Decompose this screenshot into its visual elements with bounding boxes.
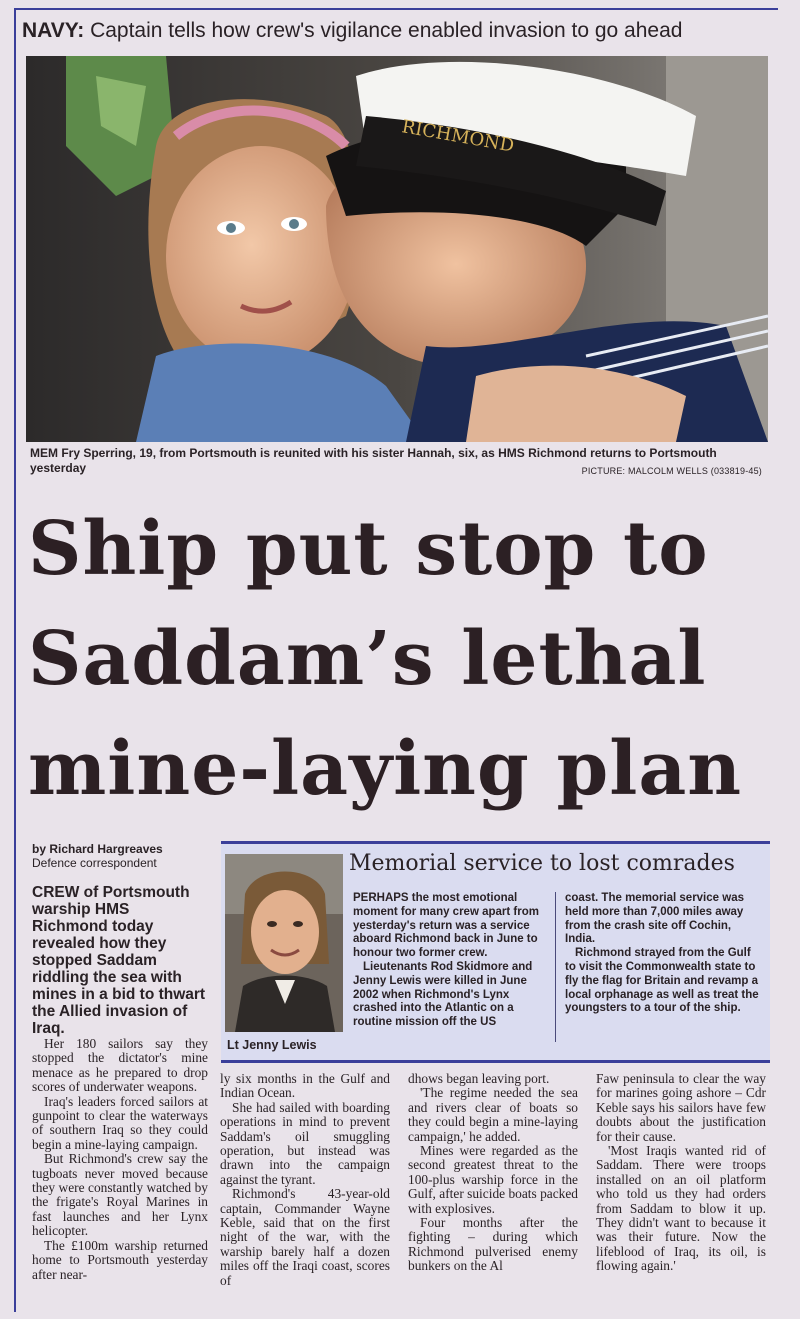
article-paragraph: Faw peninsula to clear the way for marines going ashore – Cdr Keble says his sailors have few doubts about the justification for their cause. [596,1071,766,1144]
article-column-3 [408,1072,578,1274]
headline-line-3: mine-laying plan [28,726,743,812]
photo-caption-text: MEM Fry Sperring, 19, from Portsmouth is reunited with his sister Hannah, six, as HMS Richmond returns to Portsmouth yesterday [30,446,717,475]
article-paragraph: Four months after the fighting – during which Richmond pulverised enemy bunkers on the Al [408,1215,578,1274]
article-paragraph: But Richmond's crew say the tugboats never moved because they were constantly watched by the frigate's Royal Marines in fast launches and her Lynx helicopter. [32,1151,208,1239]
article-paragraph: Richmond's 43-year-old captain, Commander Wayne Keble, said that on the first night of the war, with the warship barely half a dozen miles off the Iraqi coast, scores of [220,1186,390,1288]
article-paragraph: ly six months in the Gulf and Indian Ocean. [220,1071,390,1101]
sidebar-box [221,841,770,1063]
section-tagline: Captain tells how crew's vigilance enabled invasion to go ahead [90,19,683,42]
main-photo [26,56,768,442]
sidebar-paragraph: Lieutenants Rod Skidmore and Jenny Lewis were killed in June 2002 when Richmond's Lynx crashed into the Atlantic on a routine mission off the US [353,960,533,1029]
article-paragraph: Her 180 sailors say they stopped the dictator's mine menace as he prepared to drop scores of underwater weapons. [32,1036,208,1095]
sidebar-paragraph: PERHAPS the most emotional moment for many crew apart from yesterday's return was a service aboard Richmond back in June to honour two former crew. [353,892,539,960]
portrait-photo [225,854,343,1032]
portrait-caption: Lt Jenny Lewis [227,1038,317,1052]
portrait-illustration [225,854,343,1032]
article-column-4 [596,1072,766,1274]
article-paragraph: 'Most Iraqis wanted rid of Saddam. There were troops installed on an oil platform who told us they had orders from Saddam to blow it up. They didn't want to because it was their future. Now the lifeblood of Iraq, its oil, is flowing again.' [596,1143,766,1274]
article-column-2 [220,1072,390,1288]
sidebar-paragraph: Richmond strayed from the Gulf to visit the Commonwealth state to fly the flag for Britain and revamp a local orphanage as well as treat the youngsters to a tour of the ship. [565,947,759,1015]
headline-line-2: Saddam’s lethal [28,616,707,702]
headline-line-1: Ship put stop to [28,506,709,592]
article-paragraph: Iraq's leaders forced sailors at gunpoint to clear the waterways of southern Iraq so they could begin a mine-laying campaign. [32,1093,208,1152]
headline [28,494,773,824]
byline [32,842,163,870]
cap-band-text: RICHMOND [400,116,516,157]
article-paragraph: dhows began leaving port. [408,1071,550,1086]
sidebar-divider [555,892,556,1042]
article-paragraph: She had sailed with boarding operations in mind to prevent Saddam's oil smuggling operation, but instead was drawn into the campaign against the tyrant. [220,1099,390,1187]
byline-name: by Richard Hargreaves [32,842,163,856]
article-paragraph: Mines were regarded as the second greatest threat to the 100-plus warship force in the Gulf, after suicide boats packed with explosives. [408,1143,578,1216]
sidebar-title: Memorial service to lost comrades [349,851,735,876]
photo-credit: PICTURE: MALCOLM WELLS (033819-45) [581,466,762,476]
article-lead: CREW of Portsmouth warship HMS Richmond today revealed how they stopped Saddam riddling the sea with mines in a bid to thwart the Allied invasion of Iraq. [32,884,206,1037]
section-kicker: NAVY: [22,19,85,42]
sidebar-column-2 [565,892,761,1016]
sidebar-paragraph: coast. The memorial service was held more than 7,000 miles away from the crash site off Cochin, India. [565,892,744,946]
section-bar [22,14,772,48]
photo-illustration [26,56,768,442]
article-column-1 [32,884,208,1282]
article-paragraph: The £100m warship returned home to Portsmouth yesterday after near- [32,1237,208,1282]
sidebar-column-1 [353,892,551,1030]
article-paragraph: 'The regime needed the sea and rivers clear of boats so they could begin a mine-laying campaign,' he added. [408,1085,578,1144]
byline-role: Defence correspondent [32,856,157,870]
